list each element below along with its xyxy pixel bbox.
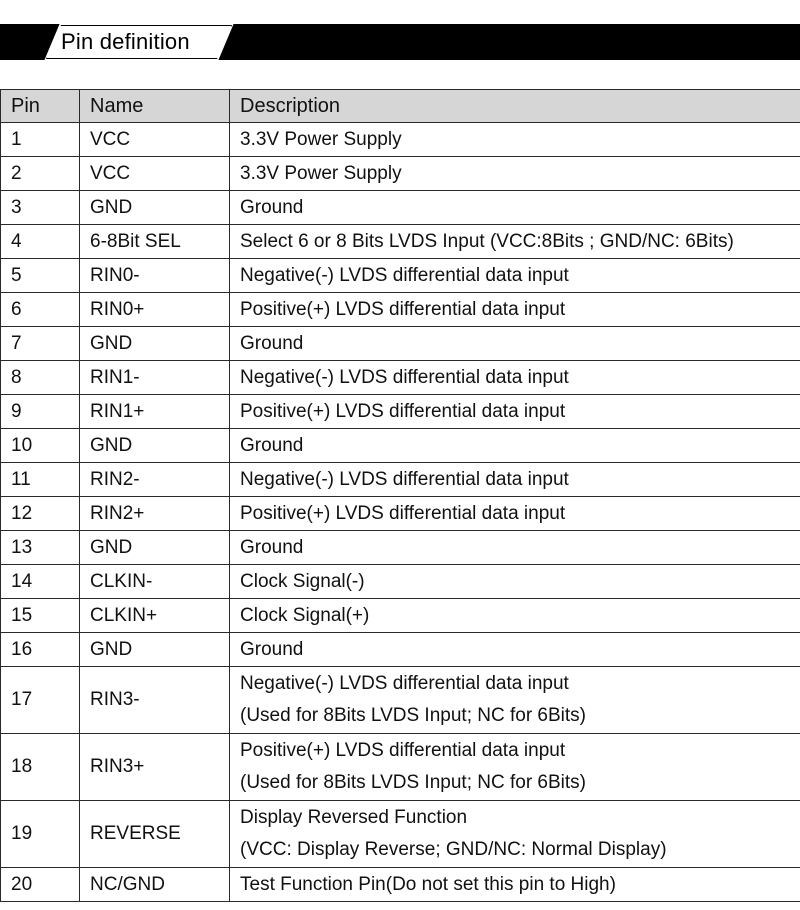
pin-number-cell: 1 (1, 123, 80, 157)
pin-number-cell: 18 (1, 734, 80, 801)
table-row (1, 361, 800, 395)
table-row (1, 157, 800, 191)
pin-number-cell: 20 (1, 868, 80, 902)
table-row (1, 123, 800, 157)
column-header-pin: Pin (1, 90, 80, 123)
pin-description-cell (230, 463, 800, 497)
pin-name-cell: RIN1- (80, 361, 230, 395)
table-row (1, 633, 800, 667)
pin-number-cell: 2 (1, 157, 80, 191)
pin-description-cell (230, 429, 800, 463)
pin-description-cell (230, 395, 800, 429)
pin-description-cell (230, 497, 800, 531)
description-line: Ground (240, 638, 304, 660)
description-line: Ground (240, 332, 304, 354)
description-line: Negative(-) LVDS differential data input (240, 673, 569, 694)
description-line: Ground (240, 434, 304, 456)
pin-description-cell (230, 361, 800, 395)
pin-number-cell: 15 (1, 599, 80, 633)
description-line: 3.3V Power Supply (240, 162, 402, 184)
description-line: Positive(+) LVDS differential data input (240, 740, 566, 761)
pin-name-cell: RIN3- (80, 667, 230, 734)
description-line: Negative(-) LVDS differential data input (240, 264, 569, 286)
table-row (1, 599, 800, 633)
pin-description-cell (230, 667, 800, 734)
pin-name-cell: RIN3+ (80, 734, 230, 801)
description-line: Negative(-) LVDS differential data input (240, 468, 569, 490)
pin-number-cell: 13 (1, 531, 80, 565)
pin-name-cell: RIN1+ (80, 395, 230, 429)
pin-description-cell (230, 191, 800, 225)
pin-name-cell: GND (80, 429, 230, 463)
pin-number-cell: 9 (1, 395, 80, 429)
pin-name-cell: GND (80, 327, 230, 361)
table-row (1, 565, 800, 599)
description-line: (Used for 8Bits LVDS Input; NC for 6Bits) (240, 772, 586, 793)
pin-number-cell: 16 (1, 633, 80, 667)
pin-description-cell (230, 327, 800, 361)
table-header (1, 90, 800, 123)
pin-number-cell: 11 (1, 463, 80, 497)
table-row (1, 734, 800, 801)
pin-name-cell: RIN2+ (80, 497, 230, 531)
pin-number-cell: 8 (1, 361, 80, 395)
pin-name-cell: 6-8Bit SEL (80, 225, 230, 259)
description-line: 3.3V Power Supply (240, 128, 402, 150)
pin-number-cell: 19 (1, 801, 80, 868)
pin-description-cell (230, 531, 800, 565)
pin-name-cell: VCC (80, 157, 230, 191)
pin-name-cell: NC/GND (80, 868, 230, 902)
table-row (1, 497, 800, 531)
pin-description-cell (230, 599, 800, 633)
pin-number-cell: 5 (1, 259, 80, 293)
pin-number-cell: 4 (1, 225, 80, 259)
table-row (1, 667, 800, 734)
table-header-row (1, 90, 800, 123)
description-line: (VCC: Display Reverse; GND/NC: Normal Display) (240, 839, 667, 860)
table-row (1, 327, 800, 361)
pin-description-cell (230, 225, 800, 259)
column-header-name: Name (80, 90, 230, 123)
pin-name-cell: GND (80, 633, 230, 667)
description-line: Ground (240, 536, 304, 558)
pin-description-cell (230, 633, 800, 667)
description-line: Clock Signal(-) (240, 570, 365, 592)
pin-name-cell: RIN2- (80, 463, 230, 497)
description-line: Negative(-) LVDS differential data input (240, 366, 569, 388)
description-line: Test Function Pin(Do not set this pin to High) (240, 873, 616, 895)
pin-description-cell (230, 868, 800, 902)
pin-number-cell: 17 (1, 667, 80, 734)
description-line: (Used for 8Bits LVDS Input; NC for 6Bits) (240, 705, 586, 726)
table-row (1, 191, 800, 225)
table-row (1, 225, 800, 259)
pin-description-cell (230, 565, 800, 599)
pin-name-cell: RIN0- (80, 259, 230, 293)
pin-name-cell: GND (80, 531, 230, 565)
pin-number-cell: 3 (1, 191, 80, 225)
pin-description-cell (230, 259, 800, 293)
pin-number-cell: 7 (1, 327, 80, 361)
pin-name-cell: RIN0+ (80, 293, 230, 327)
pin-name-cell: VCC (80, 123, 230, 157)
table-row (1, 801, 800, 868)
table-row (1, 259, 800, 293)
table-row (1, 293, 800, 327)
pin-description-cell (230, 123, 800, 157)
description-line: Ground (240, 196, 304, 218)
table-row (1, 463, 800, 497)
table-row (1, 395, 800, 429)
pin-name-cell: REVERSE (80, 801, 230, 868)
pin-number-cell: 10 (1, 429, 80, 463)
table-row (1, 531, 800, 565)
table-row (1, 868, 800, 902)
pin-number-cell: 6 (1, 293, 80, 327)
pin-description-cell (230, 734, 800, 801)
pin-description-cell (230, 157, 800, 191)
pin-definition-table (0, 89, 800, 902)
pin-description-cell (230, 293, 800, 327)
pin-number-cell: 12 (1, 497, 80, 531)
table-row (1, 429, 800, 463)
description-line: Display Reversed Function (240, 807, 468, 828)
pin-description-cell (230, 801, 800, 868)
description-line: Select 6 or 8 Bits LVDS Input (VCC:8Bits ; GND/NC: 6Bits) (240, 230, 734, 252)
pin-name-cell: CLKIN+ (80, 599, 230, 633)
description-line: Positive(+) LVDS differential data input (240, 502, 566, 524)
description-line: Clock Signal(+) (240, 604, 370, 626)
pin-number-cell: 14 (1, 565, 80, 599)
description-line: Positive(+) LVDS differential data input (240, 400, 566, 422)
column-header-description: Description (230, 90, 800, 123)
pin-name-cell: CLKIN- (80, 565, 230, 599)
description-line: Positive(+) LVDS differential data input (240, 298, 566, 320)
pin-name-cell: GND (80, 191, 230, 225)
table-body (1, 123, 800, 902)
page-title: Pin definition (61, 29, 190, 54)
